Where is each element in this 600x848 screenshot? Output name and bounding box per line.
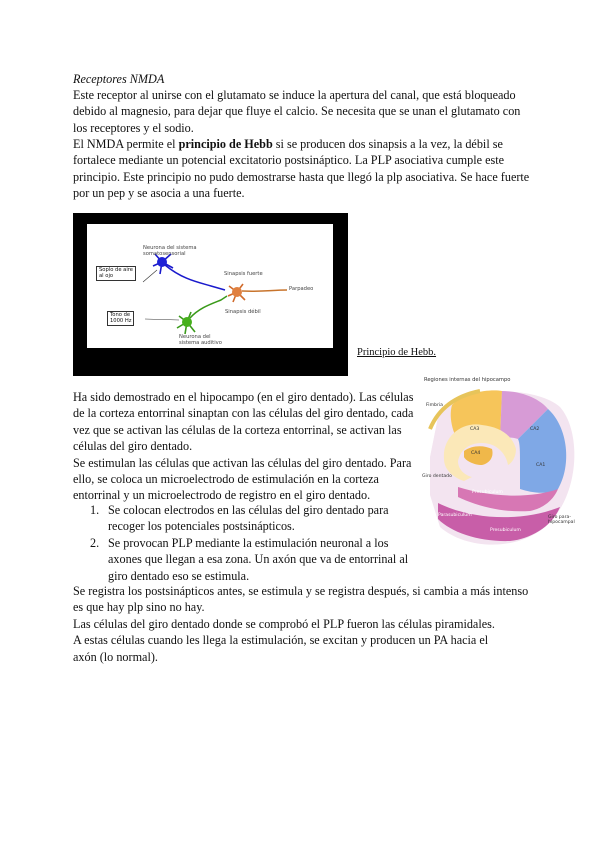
text-line: fortalece mediante un potencial excitatorio postsináptico. La PLP asociativa cumple este [73,153,505,168]
text-line: principio. Este principio no pudo demostrarse hasta que llegó la plp asociativa. Se hace fuerte [73,169,530,184]
text-line: entorrinal y un microelectrodo de registro en el giro dentado. [73,488,371,503]
label-neuron-bottom: Neurona del sistema auditivo [179,334,222,346]
text-line: ello, se coloca un microelectrodo de estimulación en la corteza [73,472,379,487]
label-presubiculum-2: Presubiculum [490,528,521,533]
paragraph-1 [73,87,520,136]
label-box-tone: Tono de 1000 Hz [107,311,134,326]
text-line: Se estimulan las células que activan las células del giro dentado. Para [73,455,412,470]
text-line: células del giro dentado. [73,439,193,454]
label-ca3: CA3 [470,427,480,432]
label-fimbria: Fimbria [426,403,443,408]
label-synapse-weak: Sinapsis débil [225,309,261,315]
paragraph-3 [73,389,413,504]
label-synapse-strong: Sinapsis fuerte [224,271,263,277]
text-line: axón (lo normal). [73,649,158,664]
hippocampus-figure [420,377,582,549]
output-neuron-icon [228,284,287,302]
text-line: es que hay plp sino no hay. [73,600,205,615]
auditory-neuron-icon [177,296,227,334]
label-neuron-top: Neurona del sistema somatosensorial [143,245,197,257]
text-line: por un pep y se asocia a una fuerte. [73,186,245,201]
label-ca1: CA1 [536,463,546,468]
label-ca4: CA4 [471,451,481,456]
section-title: Receptores NMDA [73,72,165,86]
text-line: Las células del giro dentado donde se comprobó el PLP fueron las células piramidales. [73,616,495,631]
figure1-caption: Principio de Hebb. [357,347,437,358]
text-line: los receptores y el sodio. [73,120,194,135]
text-line: Se registra los postsinápticos antes, se estimula y se registra después, si cambia a más intenso [73,584,529,598]
list-number: 1. [90,503,100,517]
numbered-list [90,502,408,584]
connector-line [145,319,179,320]
list-item: 2. Se provocan PLP mediante la estimulación neuronal a los axones que llegan a esa zona. Un axón que va de entorrinal al giro dentado eso se estimula. [90,535,409,583]
text-line: Ha sido demostrado en el hipocampo (en el giro dentado). Las células [73,390,414,404]
label-giro-dentado: Giro dentado [422,474,452,479]
paragraph-2 [73,136,529,202]
label-output: Parpadeo [289,286,314,292]
text-line: Este receptor al unirse con el glutamato se induce la apertura del canal, que está bloqueado [73,88,516,102]
hebb-diagram-figure [73,213,348,376]
connector-line [143,270,157,282]
somatosensory-neuron-icon [153,254,225,290]
text-line: El NMDA permite el principio de Hebb si se producen dos sinapsis a la vez, la débil se [73,137,503,151]
label-presubiculum-1: Presubiculum [472,490,503,495]
paragraph-4 [73,583,528,665]
diagram-canvas [87,224,333,348]
label-giro-parahipocampal: Giro para- hipocampal [548,515,575,525]
list-item: 1. Se colocan electrodos en las células del giro dentado para recoger los potenciales postsinápticos. [90,503,389,534]
text-line: de la corteza entorrinal sinaptan con las células del giro dentado, cada [73,406,414,421]
label-parasubiculum: Parasubiculum [438,513,472,518]
list-number: 2. [90,535,100,550]
label-ca2: CA2 [530,427,540,432]
text-line: vez que se activan las células de la corteza entorrinal, se activan las [73,422,402,437]
text-line: A estas células cuando les llega la estimulación, se excitan y producen un PA hacia el [73,633,489,648]
hippocampus-title: Regiones internas del hipocampo [424,377,511,383]
label-box-air: Soplo de aire al ojo [96,266,136,281]
hebb-bold: principio de Hebb [178,137,273,151]
text-line: debido al magnesio, para dejar que fluye el calcio. Se necesita que se unan el glutamato con [73,104,521,119]
